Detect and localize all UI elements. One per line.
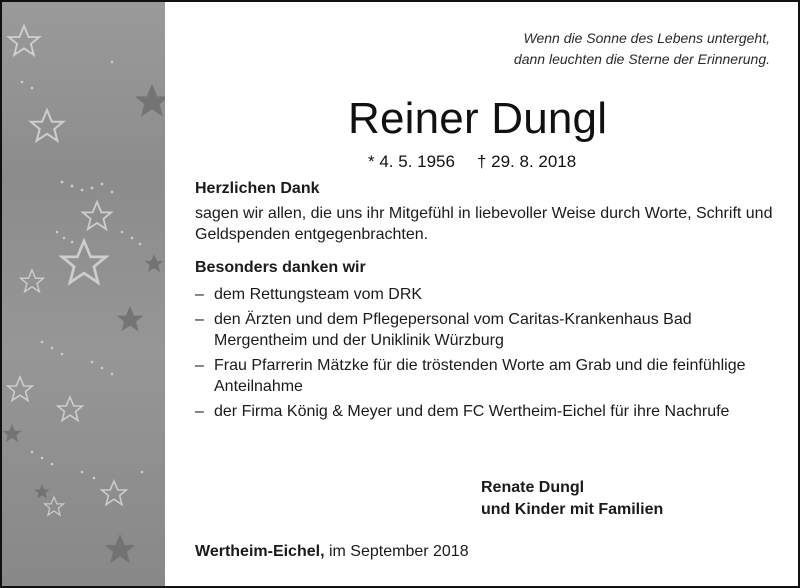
list-item: – Frau Pfarrerin Mätzke für die tröstenden Worte am Grab und die feinfühlige Anteilnahme <box>195 357 746 395</box>
special-thanks-list <box>195 284 785 422</box>
dash-bullet: – <box>195 403 204 420</box>
epitaph-quote <box>514 28 770 70</box>
signature-block <box>481 477 663 521</box>
death-date: † 29. 8. 2018 <box>476 152 577 171</box>
dash-bullet: – <box>195 311 204 328</box>
thanks-heading: Herzlichen Dank <box>195 180 320 197</box>
list-item: – dem Rettungsteam vom DRK <box>195 286 423 303</box>
place: Wertheim-Eichel, <box>195 543 325 560</box>
stars-decoration-image <box>2 2 165 586</box>
date-text: im September 2018 <box>328 543 469 560</box>
quote-line-2: dann leuchten die Sterne der Erinnerung. <box>513 51 770 67</box>
dash-bullet: – <box>195 286 204 303</box>
thanks-content <box>195 178 785 426</box>
dash-bullet: – <box>195 357 204 374</box>
birth-date: * 4. 5. 1956 <box>368 152 455 171</box>
special-thanks-heading: Besonders danken wir <box>195 259 366 276</box>
stars-pattern-icon <box>2 2 165 586</box>
list-item: – der Firma König & Meyer und dem FC Wertheim-Eichel für ihre Nachrufe <box>195 403 730 420</box>
signature-line-1: Renate Dungl <box>481 479 585 496</box>
thanks-text: sagen wir allen, die uns ihr Mitgefühl in liebevoller Weise durch Worte, Schrift und Geldspenden entgegenbrachten. <box>195 205 773 243</box>
place-and-date <box>195 543 469 561</box>
quote-line-1: Wenn die Sonne des Lebens untergeht, <box>523 30 770 46</box>
signature-line-2: und Kinder mit Familien <box>481 501 664 518</box>
deceased-name: Reiner Dungl <box>348 94 608 143</box>
list-item: – den Ärzten und dem Pflegepersonal vom Caritas-Krankenhaus Bad Mergentheim und der Uniklinik Würzburg <box>195 311 692 349</box>
life-dates <box>368 152 576 172</box>
